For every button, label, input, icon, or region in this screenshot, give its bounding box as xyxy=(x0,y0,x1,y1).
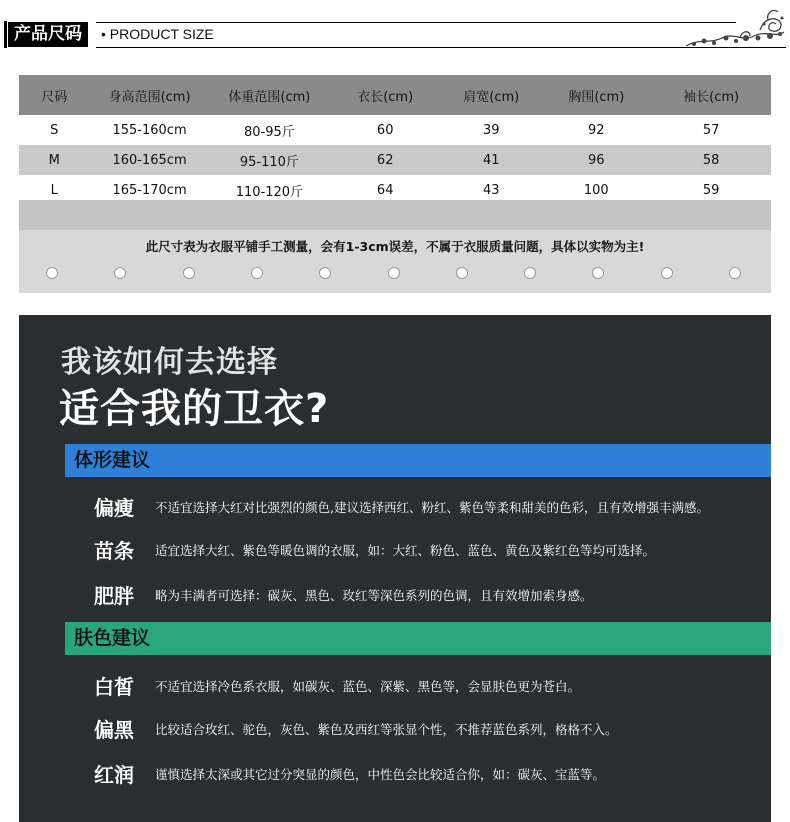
size-chart xyxy=(19,75,771,293)
header-title: 产品尺码 xyxy=(8,22,88,47)
question-line-2: 适合我的卫衣? xyxy=(59,386,330,432)
measurement-note: 此尺寸表为衣服平铺手工测量，会有1-3cm误差，不属于衣服质量问题，具体以实物为主! xyxy=(145,239,645,254)
table-cell: 100 xyxy=(541,175,651,205)
punch-hole-icon xyxy=(729,267,741,279)
table-row xyxy=(19,115,771,145)
advice-text: 比较适合玫红、驼色，灰色、紫色及西红等张显个性，不推荐蓝色系列，格格不入。 xyxy=(155,722,618,737)
punch-hole-icon xyxy=(46,267,58,279)
section-header xyxy=(0,20,790,52)
column-header-chest: 胸围(cm) xyxy=(541,75,651,115)
floral-ornament-icon xyxy=(680,8,788,50)
advice-type-label: 偏黑 xyxy=(94,718,134,742)
punch-hole-icon xyxy=(319,267,331,279)
punch-hole-row xyxy=(19,267,771,285)
punch-hole-icon xyxy=(388,267,400,279)
table-cell: 110-120斤 xyxy=(210,175,330,205)
advice-text: 适宜选择大红、紫色等暖色调的衣服，如：大红、粉色、蓝色、黄色及紫红色等均可选择。 xyxy=(155,543,656,558)
column-header-height: 身高范围(cm) xyxy=(90,75,210,115)
table-cell: 62 xyxy=(329,145,441,175)
advice-text: 略为丰满者可选择：碳灰、黑色、玫红等深色系列的色调，且有效增加索身感。 xyxy=(155,588,593,603)
advice-text: 不适宜选择大红对比强烈的颜色,建议选择西红、粉红、紫色等柔和甜美的色彩，且有效增强丰满感。 xyxy=(155,500,709,515)
punch-hole-icon xyxy=(524,267,536,279)
header-top-rule xyxy=(96,22,736,23)
table-cell: 59 xyxy=(651,175,771,205)
table-cell: 95-110斤 xyxy=(210,145,330,175)
punch-hole-icon xyxy=(114,267,126,279)
punch-hole-icon xyxy=(251,267,263,279)
advice-type-label: 白皙 xyxy=(94,675,134,699)
table-row xyxy=(19,145,771,175)
table-cell: 155-160cm xyxy=(90,115,210,145)
punch-hole-icon xyxy=(592,267,604,279)
table-cell: 165-170cm xyxy=(90,175,210,205)
header-subtitle: • PRODUCT SIZE xyxy=(101,26,214,42)
question-line-1: 我该如何去选择 xyxy=(61,345,278,380)
advice-type-label: 红润 xyxy=(94,763,134,787)
table-spacer-band xyxy=(19,200,771,230)
advice-panel xyxy=(19,315,771,822)
column-header-weight: 体重范围(cm) xyxy=(210,75,330,115)
table-cell: 58 xyxy=(651,145,771,175)
header-accent-bar xyxy=(4,21,7,48)
column-header-sleeve: 袖长(cm) xyxy=(651,75,771,115)
skin-tone-header: 肤色建议 xyxy=(65,622,771,655)
table-cell: 43 xyxy=(441,175,541,205)
table-cell: L xyxy=(19,175,90,205)
table-cell: 60 xyxy=(329,115,441,145)
table-cell: M xyxy=(19,145,90,175)
table-cell: 64 xyxy=(329,175,441,205)
column-header-size: 尺码 xyxy=(19,75,90,115)
table-cell: 96 xyxy=(541,145,651,175)
advice-type-label: 肥胖 xyxy=(94,584,134,608)
advice-type-label: 偏瘦 xyxy=(94,496,134,520)
body-shape-header: 体形建议 xyxy=(65,444,771,477)
table-cell: 57 xyxy=(651,115,771,145)
punch-hole-icon xyxy=(183,267,195,279)
table-header-row xyxy=(19,75,771,115)
advice-text: 不适宜选择冷色系衣服，如碳灰、蓝色、深紫、黑色等，会显肤色更为苍白。 xyxy=(155,679,581,694)
table-cell: 80-95斤 xyxy=(210,115,330,145)
table-cell: 92 xyxy=(541,115,651,145)
advice-type-label: 苗条 xyxy=(94,539,134,563)
size-table xyxy=(19,75,771,205)
column-header-shoulder: 肩宽(cm) xyxy=(441,75,541,115)
column-header-length: 衣长(cm) xyxy=(329,75,441,115)
table-cell: 160-165cm xyxy=(90,145,210,175)
table-cell: 39 xyxy=(441,115,541,145)
advice-text: 谨慎选择太深或其它过分突显的颜色，中性色会比较适合你，如：碳灰、宝蓝等。 xyxy=(155,767,606,782)
table-cell: 41 xyxy=(441,145,541,175)
punch-hole-icon xyxy=(456,267,468,279)
punch-hole-icon xyxy=(661,267,673,279)
table-cell: S xyxy=(19,115,90,145)
